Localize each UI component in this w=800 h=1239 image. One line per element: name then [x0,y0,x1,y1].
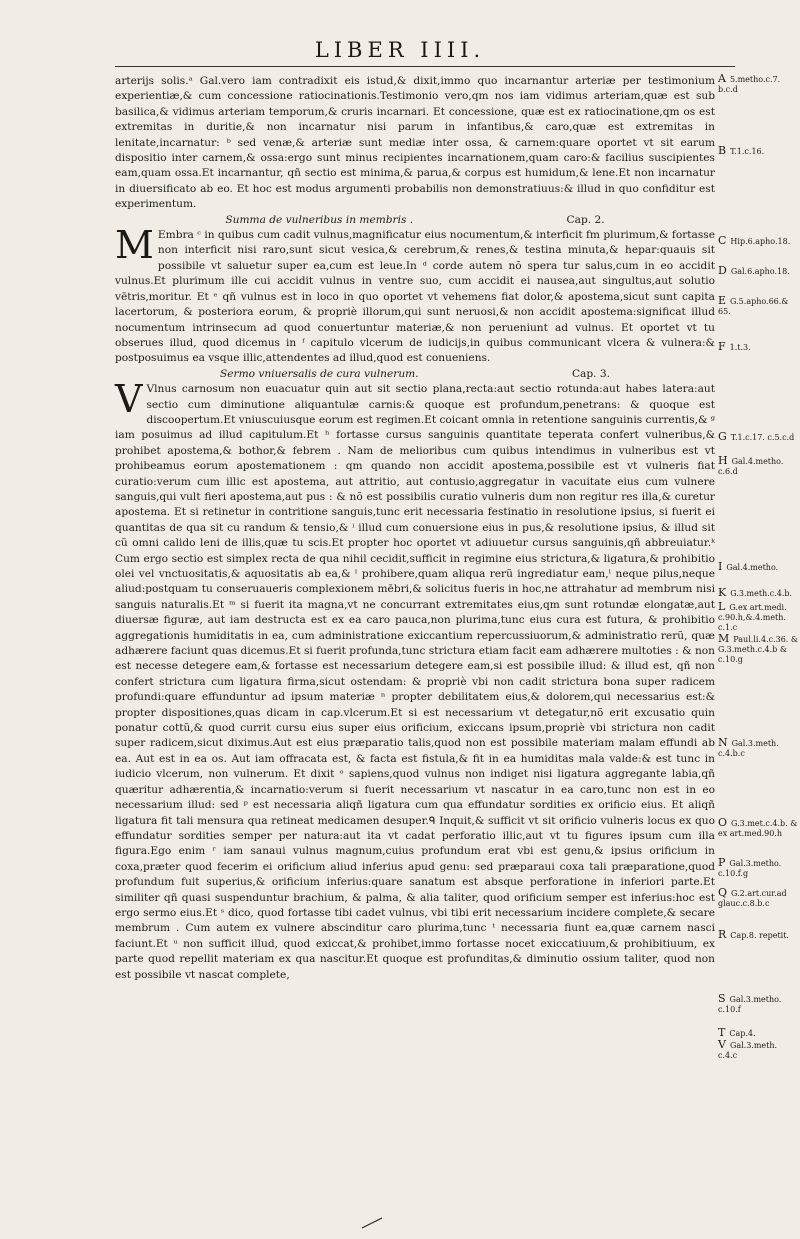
margin-note: A 5.metho.c.7. b.c.d [718,72,781,94]
margin-note: O G.3.met.c.4.b. & ex art.med.90.h [718,816,798,838]
margin-note: E G.5.apho.66.& 65. [718,294,789,316]
margin-note: B T.1.c.16. [718,144,765,157]
chapter-title: Summa de vulneribus in membris . [225,213,414,226]
margin-note: C Hip.6.apho.18. [718,234,791,247]
flourish-mark [360,1216,384,1230]
margin-note: T Cap.4. [718,1026,756,1039]
margin-note: L G.ex art.medi. c.90.h,&.4.meth. c.1.c [718,600,787,632]
margin-note: Q G.2.art.cur.ad glauc.c.8.b.c [718,886,787,908]
margin-note: I Gal.4.metho. [718,560,779,573]
paragraph-intro: arterijs solis.ᵃ Gal.vero iam contradixit eis istud,& dixit,immo quo incarnantur arteriæ per testimonium experientiæ,& cum concessione ratiocinationis.Testimonio vero,qm nos iam vidimus arteriam,quæ est sub basilica,& vidimus arteriam temporum,& cruris incarnari. Et concessione, quæ est ex ratiocinatione,qm os est extremitas in duritie,& non incarnatur nisi parum in infantibus,& caro,quæ est extremitas in lenitate,incarnatur: ᵇ sed venæ,& arteriæ sunt mediæ inter ossa, & carnem:quare oportet vt sit earum dispositio inter carnem,& ossa:ergo sunt minus recipientes incarnationem,quam caro:& facilius suscipientes eam,quam ossa.Et incarnantur, qñ sectio est minima,& parua,& corpus est humidum,& lene.Et non incarnatur in diuersificato ab eo. Et hoc est modus argumenti probabilis non demonstratiuus:& illud in quo confiditur est experimentum. [115,75,715,211]
margin-note: V Gal.3.meth. c.4.c [718,1038,778,1060]
margin-note: H Gal.4.metho. c.6.d [718,454,784,476]
chapter-title: Sermo vniuersalis de cura vulnerum. [220,367,419,380]
margin-note: F 1.t.3. [718,340,751,353]
margin-note: P Gal.3.metho. c.10.f.g [718,856,782,878]
chapter-heading-2 [115,213,715,228]
margin-note: M Paul.li.4.c.36. & G.3.meth.c.4.b & c.10.g [718,632,799,664]
drop-cap-letter: M [115,223,154,268]
chapter-number: Cap. 3. [571,367,610,380]
header-rule [115,66,735,67]
margin-note: R Cap.8. repetit. [718,928,789,941]
main-text-column [115,74,715,983]
margin-note: N Gal.3.meth. c.4.b.c [718,736,779,758]
margin-note: K G.3.meth.c.4.b. [718,586,793,599]
paragraph-chapter-2 [115,223,715,367]
running-head: LIBER IIII. [314,38,486,62]
paragraph-chapter-3 [115,377,715,983]
chapter-heading-3 [115,367,715,382]
drop-cap-letter: V [115,377,143,422]
chapter-number: Cap. 2. [566,213,605,226]
margin-note: D Gal.6.apho.18. [718,264,790,277]
margin-note: S Gal.3.metho. c.10.f [718,992,782,1014]
paragraph-body: Embra ᶜ in quibus cum cadit vulnus,magnificatur eius nocumentum,& interficit fm plurimum,& fortasse non interficit nisi raro,sunt sicut vesica,& cerebrum,& renes,& testina minuta,& hepar:quauis sit possibile vt saluetur super ea,cum est leue.In ᵈ corde autem nõ spera tur salus,cum in eo accidit vulnus.Et plurimum ille cui accidit vulnus in ventre suo, cum accidit ei nausea,aut singultus,aut solutio vētris,moritur. Et ᵉ qñ vulnus est in loco in quo oportet vt vehemens fiat dolor,& apostema,sicut sunt capita lacertorum, & posteriora eorum, & propriè illorum,qui sunt neruosi,& non accidit apostema:significat illud nocumentum intrinsecum ad quod conuertuntur materiæ,& non perueniunt ad vulnus. Et oportet vt tu obserues illud, quod dicemus in ᶠ capitulo vlcerum de iudicijs,in quibus communicant vlcera & vulnera:& postposuimus ea vsque illic,attendentes ad illud,quod est conueniens. [115,229,715,365]
paragraph-body: Vlnus carnosum non euacuatur quin aut sit sectio plana,recta:aut sectio rotunda:aut habes latera:aut sectio cum diminutione aliquantulæ carnis:& quoque est profundum,penetrans: & quoque est discoopertum.Et vniuscuiusque eorum est regimen.Et coicant omnia in retentione sanguinis currentis,& ᵍ iam posuimus ad illud capitulum.Et ʰ fortasse cursus sanguinis quantitate teperata confert vulneribus,& prohibet apostema,& bothor,& febrem . Nam de melioribus cum quibus intendimus in vulneribus est vt prohibeamus eorum apostemationem : qm quando non accidit apostema,possibile est vt vulneris fiat curatio:verum cum illic est apostema, aut attritio, aut contusio,aggregatur in vacuitate eius cum vulnere sanguis,qui vult fieri apostema,aut pus : & nõ est possibilis curatio vulneris dum non regitur res illa,& curetur apostema. Et si retinetur in contritione sanguis,tunc erit necessaria festinatio in resolutione ipsius, si fuerit ei quantitas de qua sit cu randum & tensio,& ⁱ illud cum conuersione eius in pus,& resolutione ipsius, & illud sit cũ omni calido leni de illis,quæ tu scis.Et propter hoc oportet vt adiuuetur cursus sanguinis,qñ abbreuiatur.ᵏ Cum ergo sectio est simplex recta de qua nihil cecidit,sufficit in regimine eius strictura,& ligatura,& prohibitio olei vel vnctuositatis,& aquositatis ab ea,& ˡ prohibere,quam aliqua rerũ ingrediatur eam,ˡ neque pilus,neque aliud:postquam tu conseruaueris complexionem mēbri,& solicitus fueris in hoc,ne attrahatur ad membrum nisi sanguis naturalis.Et ᵐ si fuerit ita magna,vt ne concurrant extremitates eius,qm sunt rotundæ elongatæ,aut diuersæ figuræ, aut iam destructa est ex ea caro pauca,non plurima,tunc eius cura est futura, & prohibitio aggregationis humiditatis in ea, cum administratione exiccantium repercussiuorum,& administratio rerũ, quæ adhærere faciunt quas dicemus.Et si fuerit profunda,tunc strictura etiam facit eam adhærere multoties : & non est necesse detegere eam,& fortasse est necessarium detegere eam,si est possibile illud: & illud est, qñ non confert strictura cum ligatura firma,sicut ostendam: & propriè vbi non cadit strictura bona super radicem profundi:quare effunduntur ad ipsum materiæ ⁿ propter debilitatem eius,& dolorem,qui necessarius est:& propter dispositiones,quas dicam in cap.vlcerum.Et si est necessarium vt detegatur,nõ erit excusatio quin ponatur cottũ,& quod currit cursu eius super eius orificium, exiccans ipsum,propriè vbi strictura non cadit super radicem,sicut diximus.Aut est eius præparatio talis,quod non est possibile materiam malam effundi ab ea. Aut est in ea os. Aut iam offracata est, & facta est fistula,& fit in ea humiditas mala valde:& est tunc in iudicio vlcerum, non vulnerum. Et dixit ᵒ sapiens,quod vulnus non indiget nisi ligatura aggregante labia,qñ quæritur adhærentia,& incarnatio:verum si fuerit necessarium vt nascatur in ea caro,tunc non est in eo necessarium illud: sed ᵖ est necessaria aliqñ ligatura cum qua effundatur sordities ex orificio eius. Et aliqñ ligatura fit tali mensura qua retineat medicamen desuper.ᑫ Inquit,& sufficit vt sit orificio vulneris locus ex quo effundatur sordities semper per natura:aut ita vt cadat perforatio illic,aut vt tu figures ipsum cum illa figura.Ego enim ʳ iam sanaui vulnus magnum,cuius profundum erat vbi est genu,& ipsius orificium in coxa,præter quod fecerim ei orificium aliud inferius apud genu: sed præparaui coxa tali præparatione,quod profundum fuit superius,& orificium inferius:quare sanatum est absque perforatione in inferiori parte.Et similiter qñ quasi suspenduntur brachium, & palma, & alia taliter, quod orificium semper est inferius:hoc est ergo sermo eius.Et ˢ dico, quod fortasse tibi cadet vulnus, vbi tibi erit necessarium incidere complete,& secare membrum . Cum autem ex vulnere abscinditur caro plurima,tunc ᵗ necessaria fiunt ea,quæ carnem nasci faciunt.Et ᵘ non sufficit illud, quod exiccat,& prohibet,immo fortasse nocet exiccatiuum,& prohibitiuum, ex parte quod repellit materiam ex qua nascitur.Et quoque est profunditas,& diminutio ossium taliter, quod non est possibile vt nascat complete, [115,383,715,981]
margin-note: G T.1.c.17. c.5.c.d [718,430,795,443]
